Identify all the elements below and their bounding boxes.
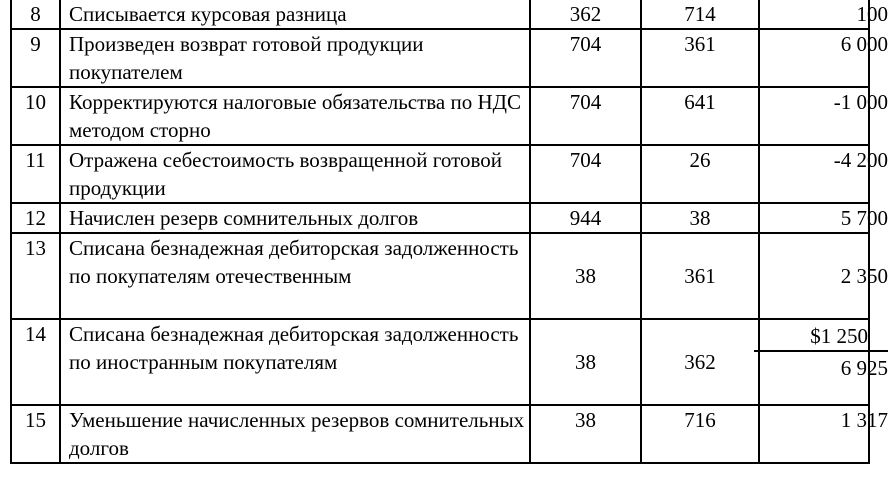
row-debit: 704: [530, 87, 641, 145]
row-amount: 6 925: [840, 356, 888, 380]
row-number: 11: [11, 145, 60, 203]
row-credit: 714: [641, 0, 759, 29]
accounting-entries-table: [10, 0, 888, 464]
row-number: 12: [11, 203, 60, 233]
row-amount: 5 700: [840, 206, 888, 230]
row-debit: 944: [530, 203, 641, 233]
row-amount: -1 000: [833, 90, 888, 114]
row-debit: 704: [530, 145, 641, 203]
row-description: Произведен возврат готовой продукции покупателем: [60, 29, 530, 87]
row-debit: 38: [530, 405, 641, 463]
row-amount: -4 200: [833, 148, 888, 172]
row-debit: 362: [530, 0, 641, 29]
table-row: [11, 29, 869, 87]
row-credit: 361: [641, 233, 759, 319]
row-amount-top: $1 250: [754, 320, 888, 352]
table-row: [11, 233, 869, 319]
row-number: 13: [11, 233, 60, 319]
row-debit: 38: [530, 233, 641, 319]
row-amount: 100: [856, 2, 888, 26]
row-amount: 2 350: [840, 264, 888, 288]
row-description: Списывается курсовая разница: [60, 0, 530, 29]
table-row: [11, 0, 869, 29]
table-row: [11, 405, 869, 463]
row-description: Списана безнадежная дебиторская задолженность по иностранным покупателям: [60, 319, 530, 405]
row-credit: 716: [641, 405, 759, 463]
row-credit: 362: [641, 319, 759, 405]
row-description: Отражена себестоимость возвращенной готовой продукции: [60, 145, 530, 203]
row-credit: 361: [641, 29, 759, 87]
row-description: Корректируются налоговые обязательства по НДС методом сторно: [60, 87, 530, 145]
row-credit: 26: [641, 145, 759, 203]
row-debit: 704: [530, 29, 641, 87]
row-number: 9: [11, 29, 60, 87]
table-row: [11, 203, 869, 233]
row-amount: 1 317: [840, 408, 888, 432]
table-row: [11, 87, 869, 145]
row-number: 15: [11, 405, 60, 463]
row-number: 14: [11, 319, 60, 405]
row-debit: 38: [530, 319, 641, 405]
table-row: [11, 145, 869, 203]
row-amount: 6 000: [840, 32, 888, 56]
total-underline: [748, 462, 816, 464]
row-credit: 38: [641, 203, 759, 233]
row-description: Уменьшение начисленных резервов сомнительных долгов: [60, 405, 530, 463]
row-description: Начислен резерв сомнительных долгов: [60, 203, 530, 233]
row-credit: 641: [641, 87, 759, 145]
row-number: 10: [11, 87, 60, 145]
table-row: [11, 319, 869, 405]
row-number: 8: [11, 0, 60, 29]
row-description: Списана безнадежная дебиторская задолженность по покупателям отечественным: [60, 233, 530, 319]
